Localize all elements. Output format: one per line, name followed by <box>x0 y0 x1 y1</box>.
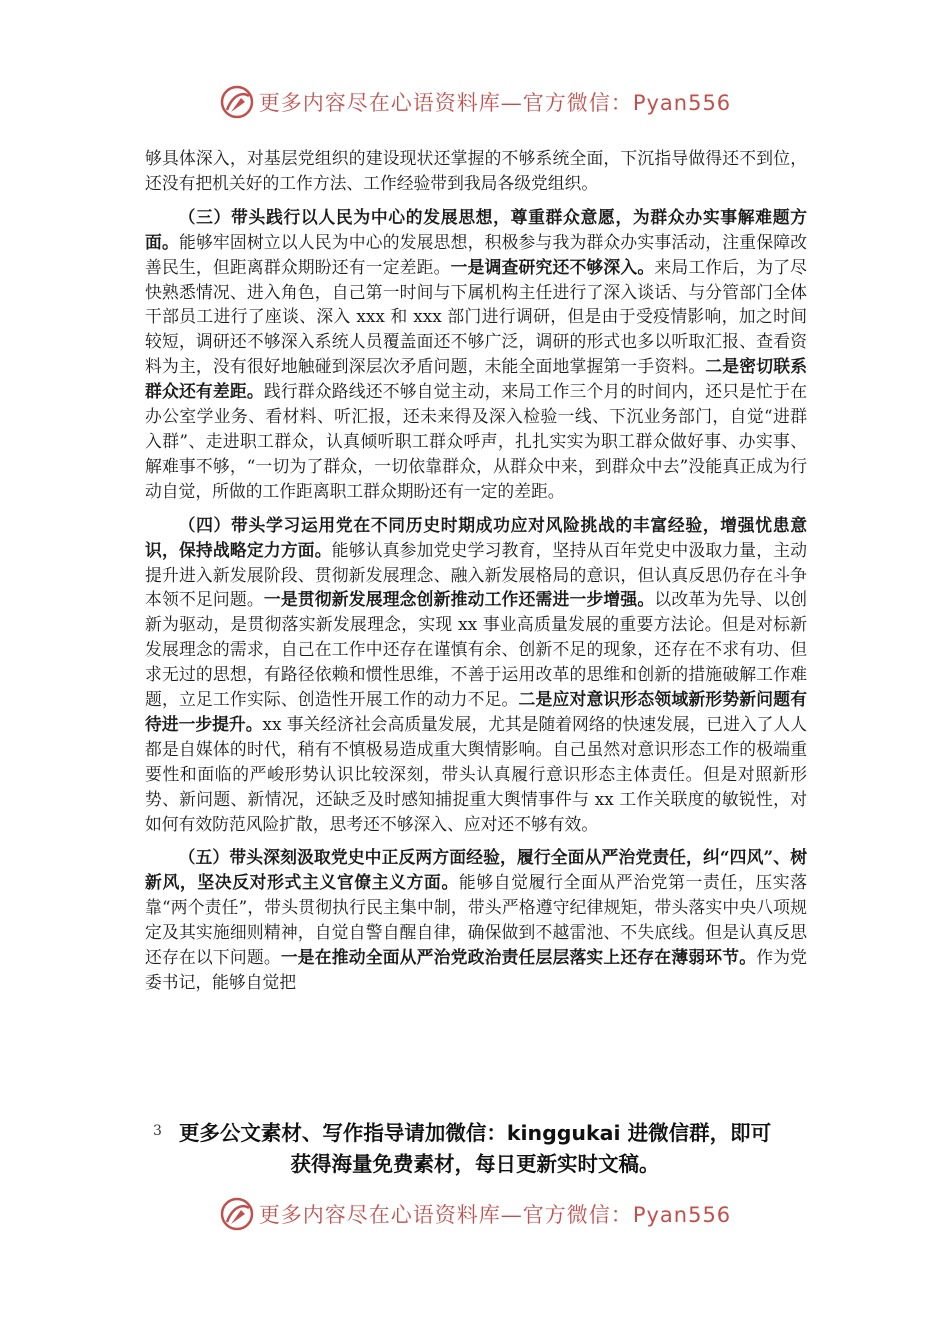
promo-line-1: 更多公文素材、写作指导请加微信：kinggukai 进微信群，即可 <box>178 1121 772 1145</box>
section-4-paragraph: （四）带头学习运用党在不同历史时期成功应对风险挑战的丰富经验，增强忧患意识，保持战略定力方面。能够认真参加党史学习教育，坚持从百年党史中汲取力量，主动提升进入新发展阶段、贯彻新发展理念、融入新发展格局的意识，但认真反思仍存在斗争本领不足问题。一是贯彻新发展理念创新推动工作还需进一步增强。以改革为先导、以创新为驱动，是贯彻落实新发展理念，实现 xx 事业高质量发展的重要方法论。但是对标新发展理念的需求，自己在工作中还存在谨慎有余、创新不足的现象，还存在不求有功、但求无过的思想，有路径依赖和惯性思维，不善于运用改革的思维和创新的措施破解工作难题，立足工作实际、创造性开展工作的动力不足。二是应对意识形态领域新形势新问题有待进一步提升。xx 事关经济社会高质量发展，尤其是随着网络的快速发展，已进入了人人都是自媒体的时代，稍有不慎极易造成重大舆情影响。自己虽然对意识形态工作的极端重要性和面临的严峻形势认识比较深刻，带头认真履行意识形态主体责任。但是对照新形势、新问题、新情况，还缺乏及时感知捕捉重大舆情事件与 xx 工作关联度的敏锐性，对如何有效防范风险扩散，思考还不够深入、应对还不够有效。 <box>145 514 807 834</box>
section-4-heading: （四）带头学习运用党在不同历史时期成功应对风险挑战的丰富经验，增强忧患意识，保持战略定力方面。 <box>145 514 807 560</box>
section-5-point-1: 一是在推动全面从严治党政治责任层层落实上还存在薄弱环节。 <box>280 947 757 968</box>
section-3-point-1: 一是调查研究还不够深入。 <box>450 256 655 277</box>
section-4-point-2: 二是应对意识形态领域新形势新问题有待进一步提升。 <box>145 689 807 734</box>
header-wechat-id: Pyan556 <box>632 91 732 115</box>
section-5-heading: （五）带头深刻汲取党史中正反两方面经验，履行全面从严治党责任，纠“四风”、树新风，坚决反对形式主义官僚主义方面。 <box>145 847 807 893</box>
footer-wechat-id: Pyan556 <box>632 1203 732 1227</box>
document-body <box>145 146 807 995</box>
logo-icon <box>219 84 255 120</box>
promo-line-2: 获得海量免费素材，每日更新实时文稿。 <box>290 1152 660 1176</box>
section-4-point-1: 一是贯彻新发展理念创新推动工作还需进一步增强。 <box>263 589 655 610</box>
footer-banner <box>0 1194 950 1234</box>
promo-text <box>130 1118 820 1180</box>
intro-paragraph: 够具体深入，对基层党组织的建设现状还掌握的不够系统全面，下沉指导做得还不到位，还没有把机关好的工作方法、工作经验带到我局各级党组织。 <box>145 148 807 193</box>
header-banner <box>0 82 950 122</box>
logo-icon <box>219 1196 255 1232</box>
header-banner-text: 更多内容尽在心语资料库—官方微信： <box>258 91 633 115</box>
section-3-paragraph: （三）带头践行以人民为中心的发展思想，尊重群众意愿，为群众办实事解难题方面。能够牢固树立以人民为中心的发展思想，积极参与我为群众办实事活动，注重保障改善民生，但距离群众期盼还有一定差距。一是调查研究还不够深入。来局工作后，为了尽快熟悉情况、进入角色，自己第一时间与下属机构主任进行了深入谈话、与分管部门全体干部员工进行了座谈、深入 xxx 和 xxx 部门进行调研，但是由于受疫情影响，加之时间较短，调研还不够深入系统人员覆盖面还不够广泛，调研的形式也多以听取汇报、查看资料为主，没有很好地触碰到深层次矛盾问题，未能全面地掌握第一手资料。二是密切联系群众还有差距。践行群众路线还不够自觉主动，来局工作三个月的时间内，还只是忙于在办公室学业务、看材料、听汇报，还未来得及深入检验一线、下沉业务部门，自觉“进群入群”、走进职工群众，认真倾听职工群众呼声，扎扎实实为职工群众做好事、办实事、解难事不够，“一切为了群众，一切依靠群众，从群众中来，到群众中去”没能真正成为行动自觉，所做的工作距离职工群众期盼还有一定的差距。 <box>145 206 807 501</box>
page-number: 3 <box>153 1123 162 1139</box>
section-5-paragraph: （五）带头深刻汲取党史中正反两方面经验，履行全面从严治党责任，纠“四风”、树新风，坚决反对形式主义官僚主义方面。能够自觉履行全面从严治党第一责任，压实落靠“两个责任”，带头贯彻执行民主集中制，带头严格遵守纪律规矩，带头落实中央八项规定及其实施细则精神，自觉自警自醒自律，确保做到不越雷池、不失底线。但是认真反思还存在以下问题。一是在推动全面从严治党政治责任层层落实上还存在薄弱环节。作为党委书记，能够自觉把 <box>145 847 807 992</box>
section-3-heading: （三）带头践行以人民为中心的发展思想，尊重群众意愿，为群众办实事解难题方面。 <box>145 206 807 252</box>
section-3-point-2: 二是密切联系群众还有差距。 <box>145 356 807 402</box>
footer-banner-text: 更多内容尽在心语资料库—官方微信： <box>258 1203 633 1227</box>
